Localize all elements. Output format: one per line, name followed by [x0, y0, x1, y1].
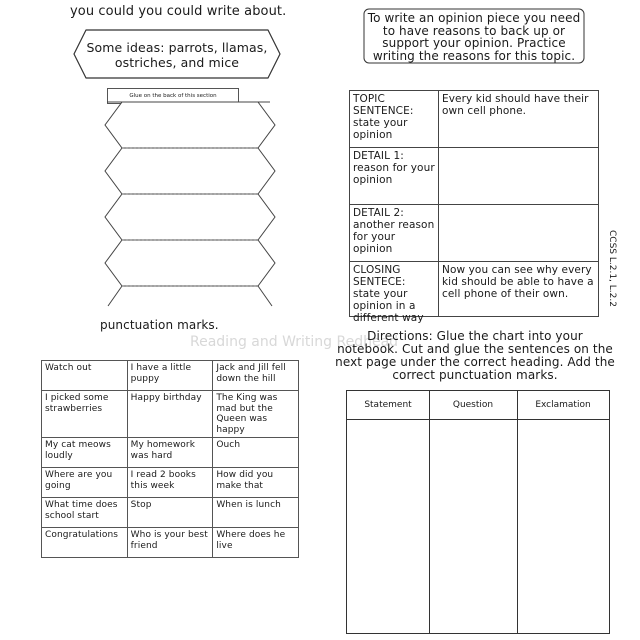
- opinion-instructions: To write an opinion piece you need to have reasons to back up or support your opinion. Practice writing the reasons for this topic.: [367, 11, 581, 63]
- column-divider: [517, 391, 518, 633]
- table-row: [42, 361, 299, 391]
- sentence-card: My cat meows loudly: [42, 438, 128, 468]
- sentence-card: Happy birthday: [127, 391, 213, 438]
- opinion-organizer-table: [349, 90, 599, 324]
- sentence-card: I read 2 books this week: [127, 468, 213, 498]
- sentence-card: Who is your best friend: [127, 528, 213, 558]
- sentence-card: What time does school start: [42, 498, 128, 528]
- sentence-cards-table: [41, 360, 299, 558]
- column-divider: [429, 391, 430, 633]
- row-label: [350, 262, 439, 324]
- sentence-card: I have a little puppy: [127, 361, 213, 391]
- header-divider: [347, 419, 609, 420]
- column-header-question: Question: [452, 400, 494, 410]
- table-row: [42, 391, 299, 438]
- sorting-chart: [346, 390, 610, 634]
- flap-book-template: [100, 102, 280, 312]
- table-row: [42, 498, 299, 528]
- standards-label: [605, 230, 619, 330]
- punctuation-heading: punctuation marks.: [100, 318, 219, 332]
- ideas-bubble: [72, 28, 282, 80]
- sentence-card: Where does he live: [213, 528, 299, 558]
- table-row: [350, 205, 599, 262]
- brainstorm-heading: you could you could write about.: [70, 4, 287, 19]
- sentence-card: Ouch: [213, 438, 299, 468]
- sentence-card: Jack and Jill fell down the hill: [213, 361, 299, 391]
- table-row: [350, 91, 599, 148]
- sentence-card: How did you make that: [213, 468, 299, 498]
- table-row: [350, 262, 599, 317]
- sentence-card: My homework was hard: [127, 438, 213, 468]
- flap-2: [105, 148, 275, 194]
- watermark: Reading and Writing Redhead: [190, 334, 399, 350]
- column-header-exclamation: Exclamation: [535, 400, 591, 410]
- row-label: DETAIL 1: reason for your opinion: [350, 148, 439, 205]
- standards-text: CCSS L.2.1, L.2.2: [607, 230, 617, 307]
- column-header-statement: Statement: [364, 400, 412, 410]
- glue-tab: Glue on the back of this section: [107, 88, 239, 104]
- sorting-directions: Directions: Glue the chart into your notebook. Cut and glue the sentences on the next page under the correct heading. Add the correct punctuation marks.: [335, 329, 615, 382]
- opinion-instructions-box: [363, 8, 585, 64]
- row-content: [439, 148, 599, 205]
- sentence-card: Where are you going: [42, 468, 128, 498]
- sentence-card: The King was mad but the Queen was happy: [213, 391, 299, 438]
- flap-bottom-tail: [108, 286, 272, 306]
- sentence-card: I picked some strawberries: [42, 391, 128, 438]
- table-row: [42, 528, 299, 558]
- table-row: [350, 148, 599, 205]
- row-label-text: CLOSING SENTECE: state your opinion in a different way: [353, 264, 424, 324]
- flap-1: [105, 102, 275, 148]
- flap-3: [105, 194, 275, 240]
- row-label: DETAIL 2: another reason for your opinion: [350, 205, 439, 262]
- sentence-card: Watch out: [42, 361, 128, 391]
- sentence-card: Congratulations: [42, 528, 128, 558]
- table-row: [42, 468, 299, 498]
- ideas-text: Some ideas: parrots, llamas, ostriches, and mice: [86, 40, 268, 70]
- row-content: Now you can see why every kid should be able to have a cell phone of their own.: [439, 262, 599, 317]
- sentence-card: When is lunch: [213, 498, 299, 528]
- row-content: [439, 205, 599, 262]
- flap-4: [105, 240, 275, 286]
- row-label: TOPIC SENTENCE: state your opinion: [350, 91, 439, 148]
- table-row: [42, 438, 299, 468]
- row-content: Every kid should have their own cell phone.: [439, 91, 599, 148]
- sentence-card: Stop: [127, 498, 213, 528]
